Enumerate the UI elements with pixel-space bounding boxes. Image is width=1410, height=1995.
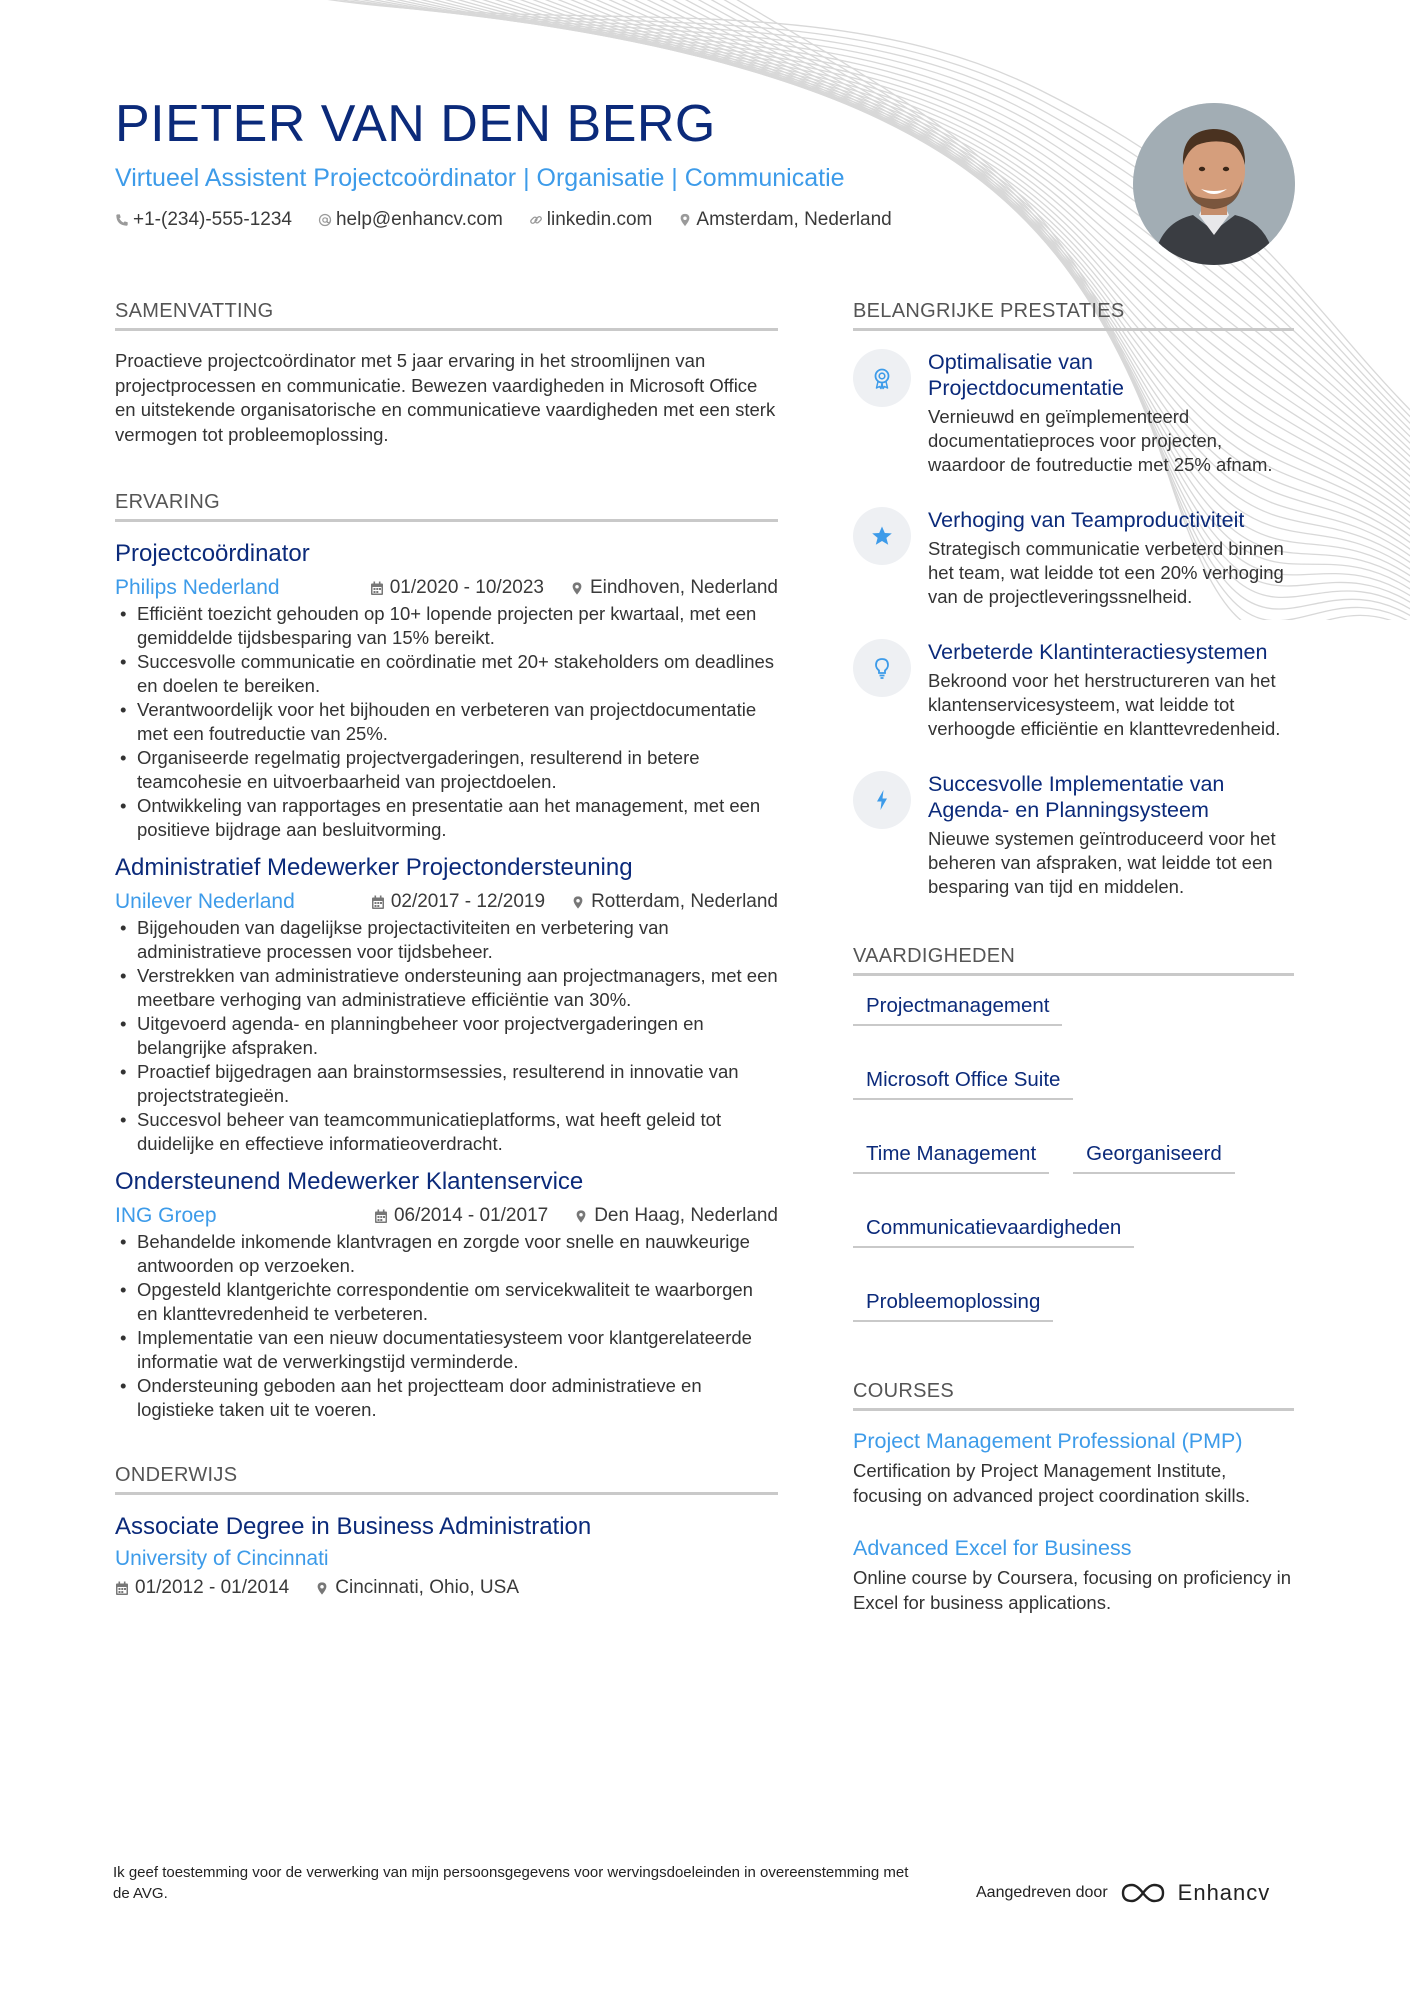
job-entry [115,854,778,1156]
linkedin-text: linkedin.com [546,209,653,230]
achievement-icon-wrap [853,507,911,565]
enhancv-logo-icon [1120,1881,1166,1905]
location-pin-icon [570,581,584,596]
skills-section-title: VAARDIGHEDEN [853,945,1294,976]
achievement-title: Verhoging van Teamproductiviteit [928,508,1245,532]
resume-header [115,95,1115,231]
job-location [574,1205,778,1227]
education-location-text: Cincinnati, Ohio, USA [335,1577,519,1598]
location-pin-icon [678,213,692,227]
achievement-item [853,639,1294,741]
skill-tag: Time Management [853,1142,1049,1174]
bolt-icon [870,788,894,812]
experience-section-title: ERVARING [115,491,778,522]
job-meta [115,576,778,600]
course-title: Project Management Professional (PMP) [853,1429,1243,1453]
job-title: Administratief Medewerker Projectondersteuning [115,854,633,881]
bullet-item: • Implementatie van een nieuw documentatiesysteem voor klantgerelateerde informatie wat de verwerkingstijd verminderde. [137,1326,778,1374]
job-dates [370,577,544,599]
bullet-item: • Proactief bijgedragen aan brainstormsessies, resulterend in innovatie van projectstrategieën. [137,1060,778,1108]
job-entry [115,1168,778,1422]
skill-tag: Georganiseerd [1073,1142,1235,1174]
job-dates [371,891,545,913]
job-location-text: Rotterdam, Nederland [591,891,778,912]
lightbulb-icon [870,656,894,680]
job-bullets [115,602,778,842]
contact-linkedin[interactable] [529,209,653,231]
candidate-tagline: Virtueel Assistent Projectcoördinator | Organisatie | Communicatie [115,164,845,192]
education-dates-text: 01/2012 - 01/2014 [135,1577,290,1598]
courses-section-title: COURSES [853,1380,1294,1411]
bullet-item: • Efficiënt toezicht gehouden op 10+ lopende projecten per kwartaal, met een gemiddelde tijdsbesparing van 15% bereikt. [137,602,778,650]
left-column [115,300,778,1601]
job-dates-text: 06/2014 - 01/2017 [393,1205,549,1226]
location-pin-icon [574,1209,588,1224]
achievement-title: Optimalisatie van Projectdocumentatie [928,350,1124,400]
job-dates-text: 01/2020 - 10/2023 [389,577,544,598]
achievement-icon-wrap [853,639,911,697]
education-dates [115,1577,289,1599]
job-bullets [115,916,778,1156]
job-location-text: Eindhoven, Nederland [589,577,778,598]
contact-phone[interactable] [115,209,292,231]
bullet-item: • Opgesteld klantgerichte correspondentie om servicekwaliteit te waarborgen en klanttevredenheid te verbeteren. [137,1278,778,1326]
job-meta [115,890,778,914]
achievements-section-title: BELANGRIJKE PRESTATIES [853,300,1294,331]
achievement-item [853,771,1294,899]
contact-bar [115,209,1115,231]
location-text: Amsterdam, Nederland [696,209,892,230]
education-entry [115,1513,778,1599]
location-pin-icon [315,1581,329,1596]
job-entry [115,540,778,842]
skills-list [853,994,1294,1322]
job-title: Ondersteunend Medewerker Klantenservice [115,1168,584,1195]
award-icon [870,366,894,390]
course-desc: Online course by Coursera, focusing on proficiency in Excel for business applications. [853,1567,1292,1613]
location-pin-icon [571,895,585,910]
education-meta [115,1577,778,1599]
powered-by[interactable] [976,1880,1270,1906]
achievement-desc: Nieuwe systemen geïntroduceerd voor het beheren van afspraken, wat leidde tot een besparing van tijd en middelen. [928,828,1276,897]
company-name: Philips Nederland [115,576,280,599]
calendar-icon [374,1209,388,1224]
job-meta [115,1204,778,1228]
job-dates-text: 02/2017 - 12/2019 [390,891,546,912]
bullet-item: • Organiseerde regelmatig projectvergaderingen, resulterend in betere teamcohesie en uitvoerbaarheid van projectdoelen. [137,746,778,794]
bullet-item: • Succesvol beheer van teamcommunicatieplatforms, wat heeft geleid tot duidelijke en effectieve informatieoverdracht. [137,1108,778,1156]
link-icon [529,213,543,227]
education-section-title: ONDERWIJS [115,1464,778,1495]
skill-tag: Microsoft Office Suite [853,1068,1073,1100]
phone-text: +1-(234)-555-1234 [133,209,292,230]
degree-title: Associate Degree in Business Administration [115,1513,592,1540]
at-icon [318,213,332,227]
star-icon [870,524,894,548]
job-location [571,891,778,913]
achievement-item [853,507,1294,609]
school-name: University of Cincinnati [115,1547,329,1570]
bullet-item: • Bijgehouden van dagelijkse projectactiviteiten en verbetering van administratieve processen voor tijdsbeheer. [137,916,778,964]
course-desc: Certification by Project Management Institute, focusing on advanced project coordination skills. [853,1460,1250,1506]
job-title: Projectcoördinator [115,540,310,567]
bullet-item: • Uitgevoerd agenda- en planningbeheer voor projectvergaderingen en belangrijke afspraken. [137,1012,778,1060]
education-location [315,1577,519,1599]
job-location [570,577,778,599]
course-item [853,1429,1294,1508]
contact-location [678,209,891,231]
bullet-item: • Verantwoordelijk voor het bijhouden en verbeteren van projectdocumentatie met een foutreductie van 25%. [137,698,778,746]
course-title: Advanced Excel for Business [853,1536,1132,1560]
email-text: help@enhancv.com [335,209,503,230]
achievement-title: Verbeterde Klantinteractiesystemen [928,640,1268,664]
bullet-item: • Ondersteuning geboden aan het projectteam door administratieve en logistieke taken uit te voeren. [137,1374,778,1422]
avatar [1133,103,1295,265]
achievement-desc: Vernieuwd en geïmplementeerd documentatieproces voor projecten, waardoor de foutreductie met 25% afnam. [928,406,1273,475]
gdpr-consent-text: Ik geef toestemming voor de verwerking van mijn persoonsgegevens voor wervingsdoeleinden in overeenstemming met de AVG. [113,1864,909,1902]
right-column [853,300,1294,1643]
powered-by-label: Aangedreven door [976,1884,1108,1901]
achievement-desc: Strategisch communicatie verbeterd binnen het team, wat leidde tot een 20% verhoging van de projectleveringssnelheid. [928,538,1284,607]
achievement-item [853,349,1294,477]
profile-photo [1133,103,1295,265]
calendar-icon [115,1581,129,1596]
calendar-icon [370,581,384,596]
job-bullets [115,1230,778,1422]
achievement-icon-wrap [853,771,911,829]
bullet-item: • Ontwikkeling van rapportages en presentatie aan het management, met een positieve bijdrage aan besluitvorming. [137,794,778,842]
contact-email[interactable] [318,209,503,231]
bullet-item: • Verstrekken van administratieve ondersteuning aan projectmanagers, met een meetbare verhoging van administratieve efficiëntie van 30%. [137,964,778,1012]
candidate-name: PIETER VAN DEN BERG [115,95,716,153]
achievement-title: Succesvolle Implementatie van Agenda- en Planningsysteem [928,772,1225,822]
bullet-item: • Behandelde inkomende klantvragen en zorgde voor snelle en nauwkeurige antwoorden op verzoeken. [137,1230,778,1278]
company-name: ING Groep [115,1204,217,1227]
bullet-item: • Succesvolle communicatie en coördinatie met 20+ stakeholders om deadlines en doelen te bereiken. [137,650,778,698]
skill-tag: Probleemoplossing [853,1290,1053,1322]
course-item [853,1536,1294,1615]
phone-icon [115,213,129,227]
calendar-icon [371,895,385,910]
company-name: Unilever Nederland [115,890,295,913]
achievement-icon-wrap [853,349,911,407]
achievement-desc: Bekroond voor het herstructureren van het klantenservicesysteem, wat leidde tot verhoogde efficiëntie en klanttevredenheid. [928,670,1281,739]
brand-name: Enhancv [1177,1880,1271,1905]
summary-section-title: SAMENVATTING [115,300,778,331]
job-location-text: Den Haag, Nederland [594,1205,778,1226]
job-dates [374,1205,548,1227]
skill-tag: Communicatievaardigheden [853,1216,1134,1248]
summary-text: Proactieve projectcoördinator met 5 jaar ervaring in het stroomlijnen van projectprocessen en communicatie. Bewezen vaardigheden in Microsoft Office en uitstekende organisatorische en communicatieve vaardigheden met een sterk vermogen tot probleemoplossing. [115,350,776,445]
skill-tag: Projectmanagement [853,994,1062,1026]
